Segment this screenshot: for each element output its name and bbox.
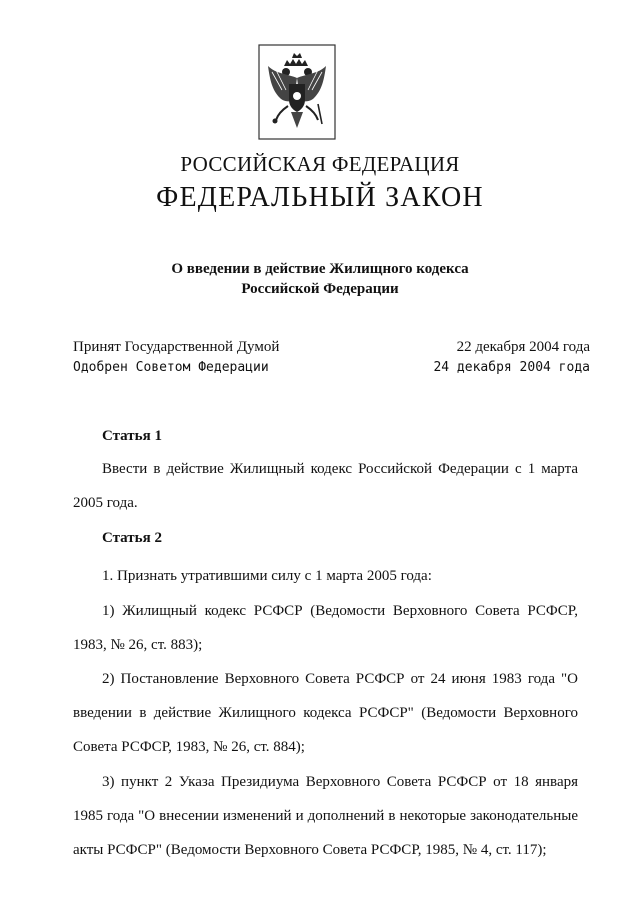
adopted-label: Принят Государственной Думой	[73, 339, 280, 355]
article-2-title: Статья 2	[102, 530, 162, 546]
country-name: РОССИЙСКАЯ ФЕДЕРАЦИЯ	[180, 152, 460, 176]
article-1-text: Ввести в действие Жилищный кодекс Российской Федерации с 1 марта 2005 года.	[73, 461, 578, 511]
law-subject-line-1: О введении в действие Жилищного кодекса	[171, 261, 469, 277]
adopted-date: 22 декабря 2004 года	[456, 339, 590, 355]
document-type: ФЕДЕРАЛЬНЫЙ ЗАКОН	[156, 182, 484, 213]
law-subject	[0, 259, 640, 299]
approved-row	[73, 360, 590, 375]
article-2-paragraph-2: 1) Жилищный кодекс РСФСР (Ведомости Верховного Совета РСФСР, 1983, № 26, ст. 883);	[73, 603, 578, 653]
law-subject-line-2: Российской Федерации	[241, 281, 399, 297]
approved-date: 24 декабря 2004 года	[433, 360, 590, 375]
article-2-paragraph-4: 3) пункт 2 Указа Президиума Верховного Совета РСФСР от 18 января 1985 года "О внесении изменений и дополнений в некоторые законодательные акты РСФСР" (Ведомости Верховного Совета РСФСР, 1985, № 4, ст. 117);	[73, 774, 578, 858]
approved-label: Одобрен Советом Федерации	[73, 360, 269, 375]
adopted-row	[73, 339, 590, 356]
coat-of-arms-icon	[258, 44, 336, 140]
article-2-paragraph-3: 2) Постановление Верховного Совета РСФСР от 24 июня 1983 года "О введении в действие Жилищного кодекса РСФСР" (Ведомости Верховного Совета РСФСР, 1983, № 26, ст. 884);	[73, 671, 578, 755]
article-1-title: Статья 1	[102, 428, 162, 444]
article-2-paragraph-1: 1. Признать утратившими силу с 1 марта 2005 года:	[102, 568, 432, 584]
